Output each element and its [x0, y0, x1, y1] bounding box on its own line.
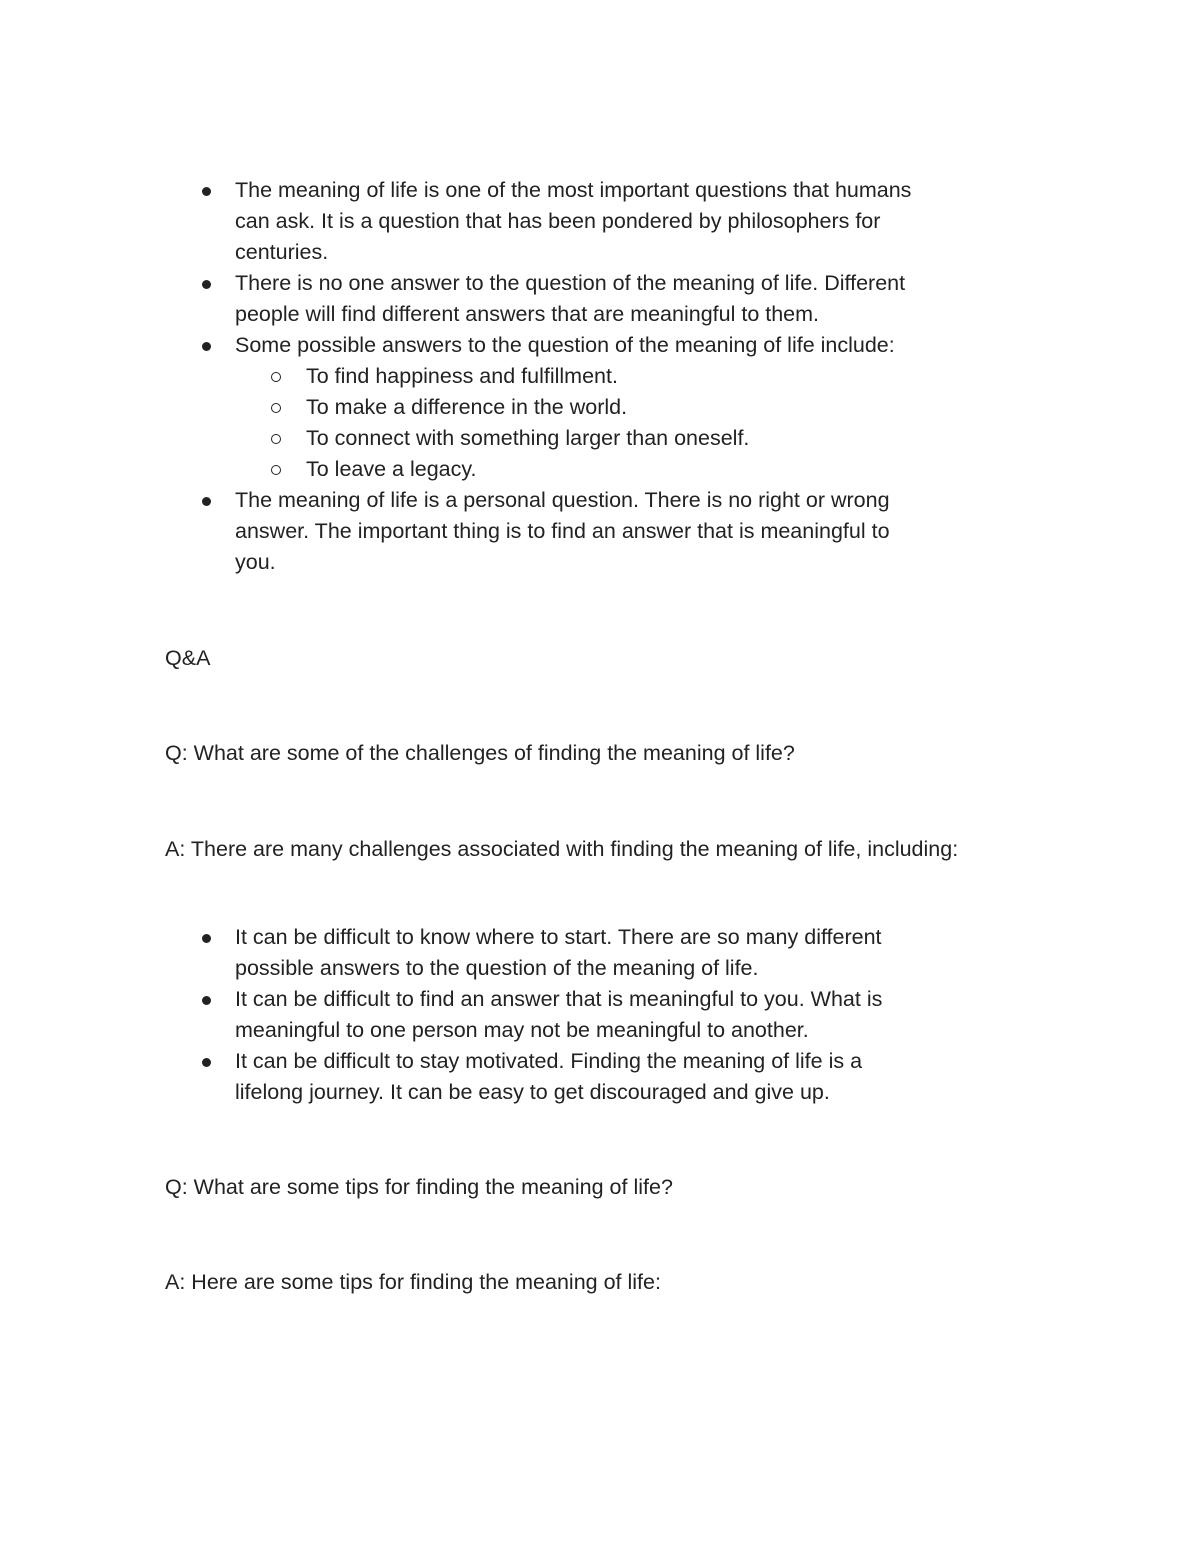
bullet-icon	[202, 996, 211, 1005]
intro-bullet-list	[165, 175, 985, 578]
hollow-bullet-icon	[271, 434, 281, 444]
list-item-text: It can be difficult to know where to start. There are so many different possible answers to the question of the meaning of life.	[235, 925, 882, 980]
list-item-text: It can be difficult to find an answer that is meaningful to you. What is meaningful to one person may not be meaningful to another.	[235, 987, 883, 1042]
sub-bullet-list	[235, 361, 915, 485]
bullet-icon	[202, 934, 211, 943]
sub-list-item-text: To connect with something larger than oneself.	[306, 426, 750, 450]
hollow-bullet-icon	[271, 372, 281, 382]
list-item	[165, 485, 915, 578]
hollow-bullet-icon	[271, 403, 281, 413]
answer-1: A: There are many challenges associated with finding the meaning of life, including:	[165, 837, 959, 861]
bullet-icon	[202, 1058, 211, 1067]
sub-list-item	[235, 454, 915, 485]
question-2: Q: What are some tips for finding the meaning of life?	[165, 1175, 673, 1199]
answer-2: A: Here are some tips for finding the meaning of life:	[165, 1270, 661, 1294]
list-item	[165, 984, 915, 1046]
list-item	[165, 175, 915, 268]
document-body	[165, 175, 985, 1298]
list-item-text: The meaning of life is a personal question. There is no right or wrong answer. The important thing is to find an answer that is meaningful to you.	[235, 488, 890, 574]
sub-list-item	[235, 392, 915, 423]
list-item-text: The meaning of life is one of the most important questions that humans can ask. It is a question that has been pondered by philosophers for centuries.	[235, 178, 912, 264]
hollow-bullet-icon	[271, 465, 281, 475]
list-item-text: There is no one answer to the question of the meaning of life. Different people will find different answers that are meaningful to them.	[235, 271, 906, 326]
bullet-icon	[202, 187, 211, 196]
sub-list-item	[235, 423, 915, 454]
sub-list-item	[235, 361, 915, 392]
bullet-icon	[202, 342, 211, 351]
list-item	[165, 922, 915, 984]
challenges-bullet-list	[165, 922, 985, 1108]
list-item	[165, 1046, 915, 1108]
qa-heading: Q&A	[165, 646, 211, 670]
list-item	[165, 330, 915, 485]
bullet-icon	[202, 497, 211, 506]
list-item-text: Some possible answers to the question of the meaning of life include:	[235, 333, 895, 357]
question-1: Q: What are some of the challenges of finding the meaning of life?	[165, 741, 795, 765]
list-item	[165, 268, 915, 330]
sub-list-item-text: To make a difference in the world.	[306, 395, 628, 419]
sub-list-item-text: To leave a legacy.	[306, 457, 477, 481]
sub-list-item-text: To find happiness and fulfillment.	[306, 364, 618, 388]
bullet-icon	[202, 280, 211, 289]
list-item-text: It can be difficult to stay motivated. Finding the meaning of life is a lifelong journey. It can be easy to get discouraged and give up.	[235, 1049, 863, 1104]
